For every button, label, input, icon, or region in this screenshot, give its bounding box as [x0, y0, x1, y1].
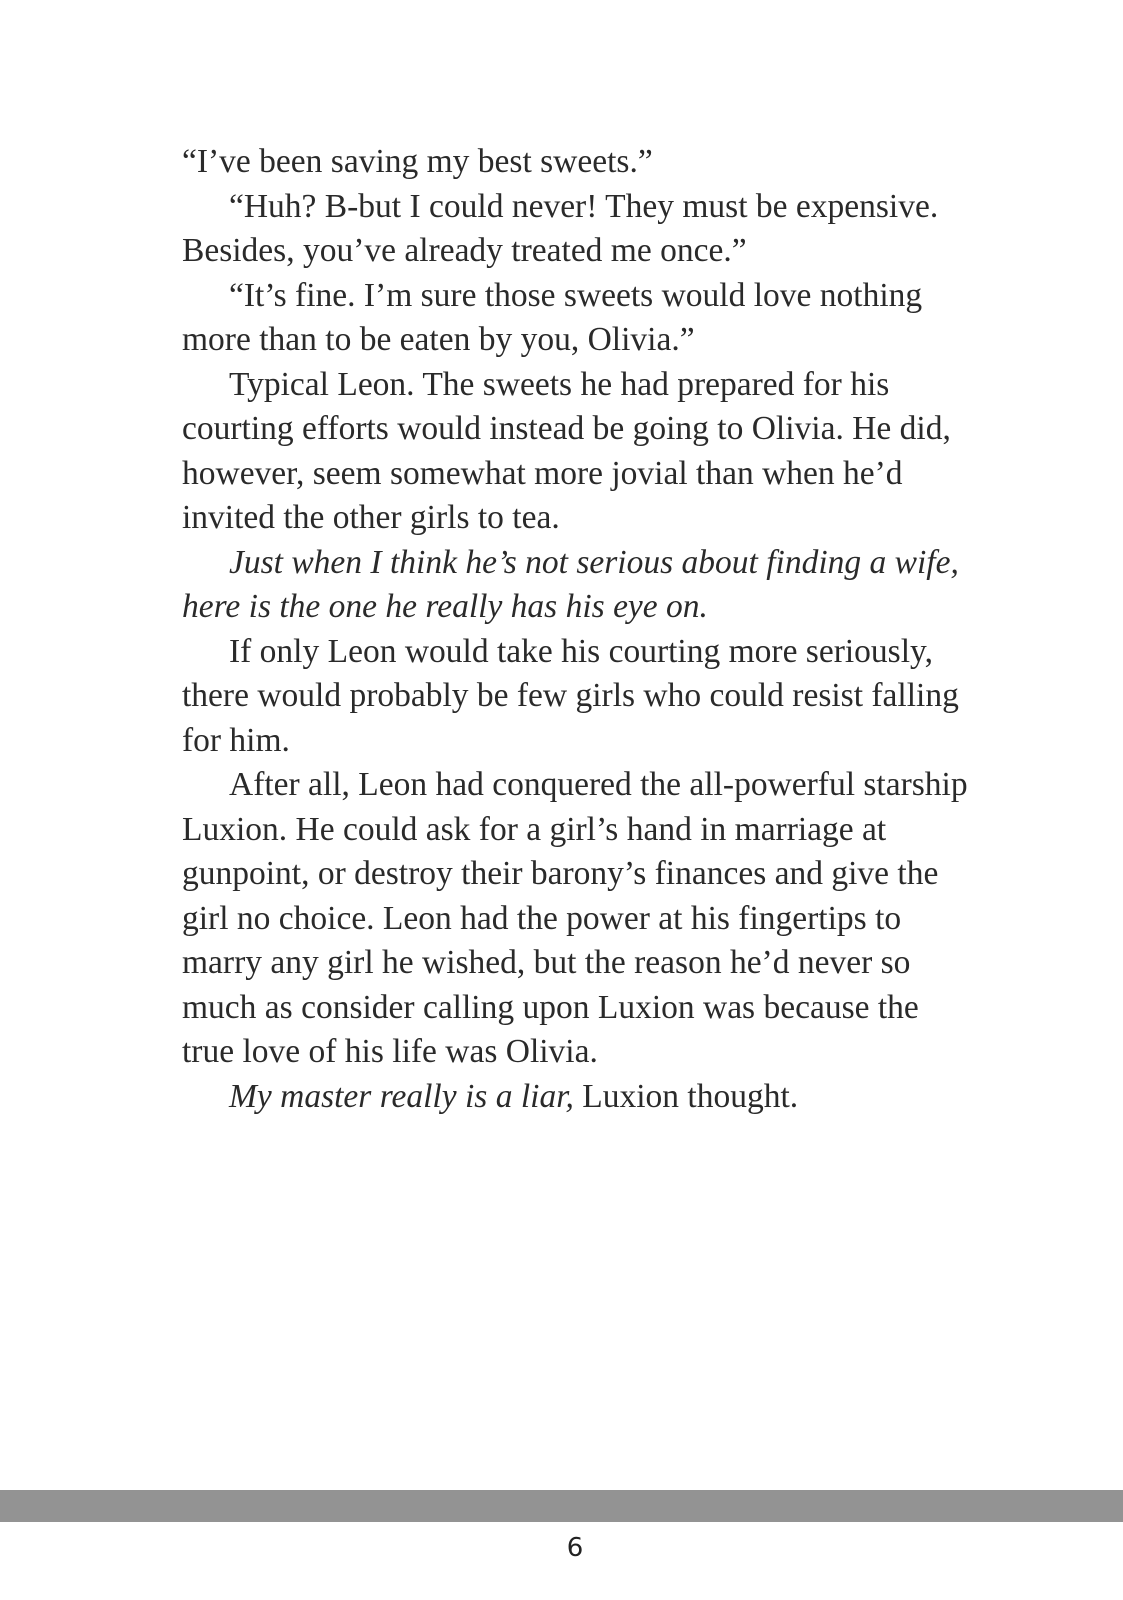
paragraph-text: “I’ve been saving my best sweets.” [182, 143, 653, 180]
paragraph [182, 185, 972, 274]
page-body [182, 140, 972, 1119]
paragraph [182, 274, 972, 363]
footer-bar [0, 1490, 1123, 1522]
page-number: 6 [566, 1533, 584, 1563]
paragraph [182, 1075, 972, 1120]
paragraph-text: Luxion thought. [573, 1077, 799, 1115]
paragraph-italic-thought [182, 541, 972, 630]
paragraph [182, 763, 972, 1075]
paragraph [182, 630, 972, 764]
italic-text: Just when I think he’s not serious about finding a wife, here is the one he really has his eye on. [182, 543, 959, 625]
italic-text: My master really is a liar, [229, 1077, 574, 1115]
paragraph-text: “Huh? B-but I could never! They must be expensive. Besides, you’ve already treated me once.” [182, 187, 939, 269]
paragraph-text: Typical Leon. The sweets he had prepared for his courting efforts would instead be going to Olivia. He did, however, seem somewhat more jovial than when he’d invited the other girls to tea. [182, 365, 951, 536]
paragraph-text: After all, Leon had conquered the all-powerful starship Luxion. He could ask for a girl’s hand in marriage at gunpoint, or destroy their barony’s finances and give the girl no choice. Leon had the power at his fingertips to marry any girl he wished, but the reason he’d never so much as consider calling upon Luxion was because the true love of his life was Olivia. [182, 766, 968, 1070]
paragraph [182, 140, 972, 185]
paragraph-text: If only Leon would take his courting more seriously, there would probably be few girls who could resist falling for him. [182, 632, 959, 759]
paragraph [182, 363, 972, 541]
paragraph-text: “It’s fine. I’m sure those sweets would love nothing more than to be eaten by you, Olivia.” [182, 276, 923, 358]
